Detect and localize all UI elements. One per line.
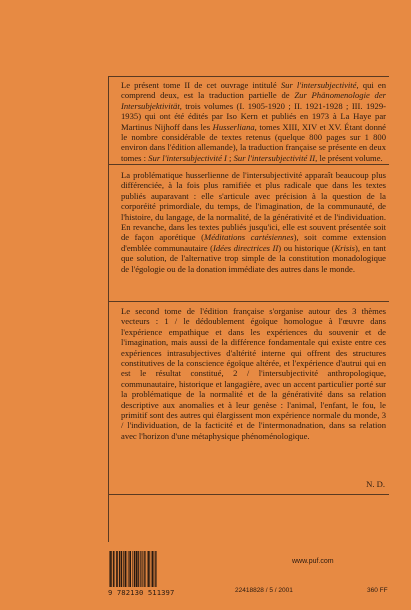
italic-title: Krisis <box>334 242 355 253</box>
italic-title: Sur l'intersubjectivité <box>280 80 357 90</box>
text-run: ; <box>226 152 234 163</box>
text-run: Le présent tome II de cet ouvrage intitulé <box>121 80 281 90</box>
text-run: , qui en comprend deux, est la traduction partielle de <box>121 80 386 101</box>
top-rule <box>108 76 389 77</box>
barcode-bar <box>125 551 126 587</box>
barcode-bar <box>134 551 136 587</box>
paragraph-3 <box>121 306 386 441</box>
text-run: Le second tome de l'édition française s'organise autour des 3 thèmes vecteurs : 1 / le dédoublement égoïque homologue à l'œuvre dans l'expérience empathique et dans les expériences du souvenir et de l'imagination, mais aussi de la différence fondamentale qui existe entre ces expériences intrasubjectives d'altérité interne qui offrent des structures constitutives de la conscience égoïque altérée, et l'expérience d'autrui qui en est le résultat constitué, 2 / l'intersubjectivité anthropologique, communautaire, historique et langagière, avec un accent particulier porté sur la problématique de la normalité et de la générativité dans sa relation descriptive aux anomalies et à leur genèse : l'animal, l'enfant, le fou, le primitif sont des autres qui élargissent mon expérience normale du monde, 3 / l'individuation, de la facticité et de l'intermonadnation, dans sa relation avec l'horizon d'une métaphysique phénoménologique. <box>121 306 386 441</box>
rule-2 <box>108 301 389 302</box>
barcode-bar <box>113 551 114 587</box>
barcode-bar <box>152 551 154 587</box>
barcode-bar <box>140 551 141 587</box>
barcode-bar <box>121 551 123 587</box>
price-label: 360 FF <box>367 587 388 594</box>
rule-1 <box>108 164 389 165</box>
barcode-bar <box>142 551 143 587</box>
barcode-bar <box>123 551 124 587</box>
barcode-bar <box>155 551 156 587</box>
barcode-bar <box>148 551 150 587</box>
author-signature: N. D. <box>366 479 385 489</box>
barcode-bar <box>138 551 139 587</box>
barcode-bar <box>129 551 131 587</box>
italic-title: Zur Phänomenologie der Intersubjektivität <box>121 90 386 111</box>
text-run: , tomes XIII, XIV et XV. Étant donné le nombre considérable de textes retenus (quelque 800 pages sur 1 800 environ dans l'édition allemande), la traduction française se présente en deux tomes : <box>121 121 386 163</box>
print-code: 22418828 / 5 / 2001 <box>235 587 293 594</box>
text-run: ), soit comme extension d'emblée communautaire ( <box>121 232 386 253</box>
italic-title: Sur l'intersubjectivité II <box>233 152 316 163</box>
barcode-bar <box>151 551 152 587</box>
rule-3 <box>108 494 389 495</box>
barcode-bar <box>128 551 129 587</box>
text-run: , le présent volume. <box>315 152 383 163</box>
barcode-bar <box>132 551 133 587</box>
barcode-bar <box>115 551 116 587</box>
publisher-url[interactable]: www.puf.com <box>292 558 334 565</box>
italic-title: Idées directrices II <box>212 242 279 253</box>
barcode-bar <box>119 551 120 587</box>
barcode-bar <box>109 551 110 587</box>
paragraph-2 <box>121 170 386 274</box>
italic-title: Husserliana <box>212 121 255 132</box>
text-run: ) ou historique ( <box>278 242 335 253</box>
barcode-number: 9 782130 511397 <box>108 588 175 597</box>
italic-title: Méditations cartésiennes <box>204 232 294 243</box>
barcode-bar <box>127 551 128 587</box>
barcode-bar <box>147 551 148 587</box>
isbn-barcode <box>108 551 200 596</box>
barcode-bars <box>108 551 200 587</box>
barcode-bar <box>145 551 146 587</box>
barcode-bar <box>156 551 157 587</box>
text-run: ), en tant que solution, de l'alternative trop simple de la constitution monadologique de l'égologie ou de la donation immédiate des autres dans le monde. <box>121 242 386 274</box>
paragraph-1 <box>121 80 386 163</box>
barcode-bar <box>110 551 112 587</box>
text-run: La problématique husserlienne de l'intersubjectivité apparaît beaucoup plus différenciée, à la fois plus ramifiée et plus radicale que dans les textes publiés auparavant : elle s'articule avec précision à la question de la corporéité primordiale, du temps, de l'imagination, de la communauté, de l'histoire, du langage, de la normalité, de la générativité et de l'individuation. En revanche, dans les textes publiés jusqu'ici, elle est souvent présentée soit de façon aporétique ( <box>121 170 386 243</box>
text-run: , trois volumes (I. 1905-1920 ; II. 1921-1928 ; III. 1929-1935) qui ont été édités par Iso Kern et publiés en 1973 à La Haye par Martinus Nijhoff dans les <box>121 100 386 132</box>
barcode-bar <box>136 551 138 587</box>
italic-title: Sur l'intersubjectivité I <box>148 152 227 163</box>
barcode-bar <box>144 551 145 587</box>
barcode-bar <box>116 551 118 587</box>
